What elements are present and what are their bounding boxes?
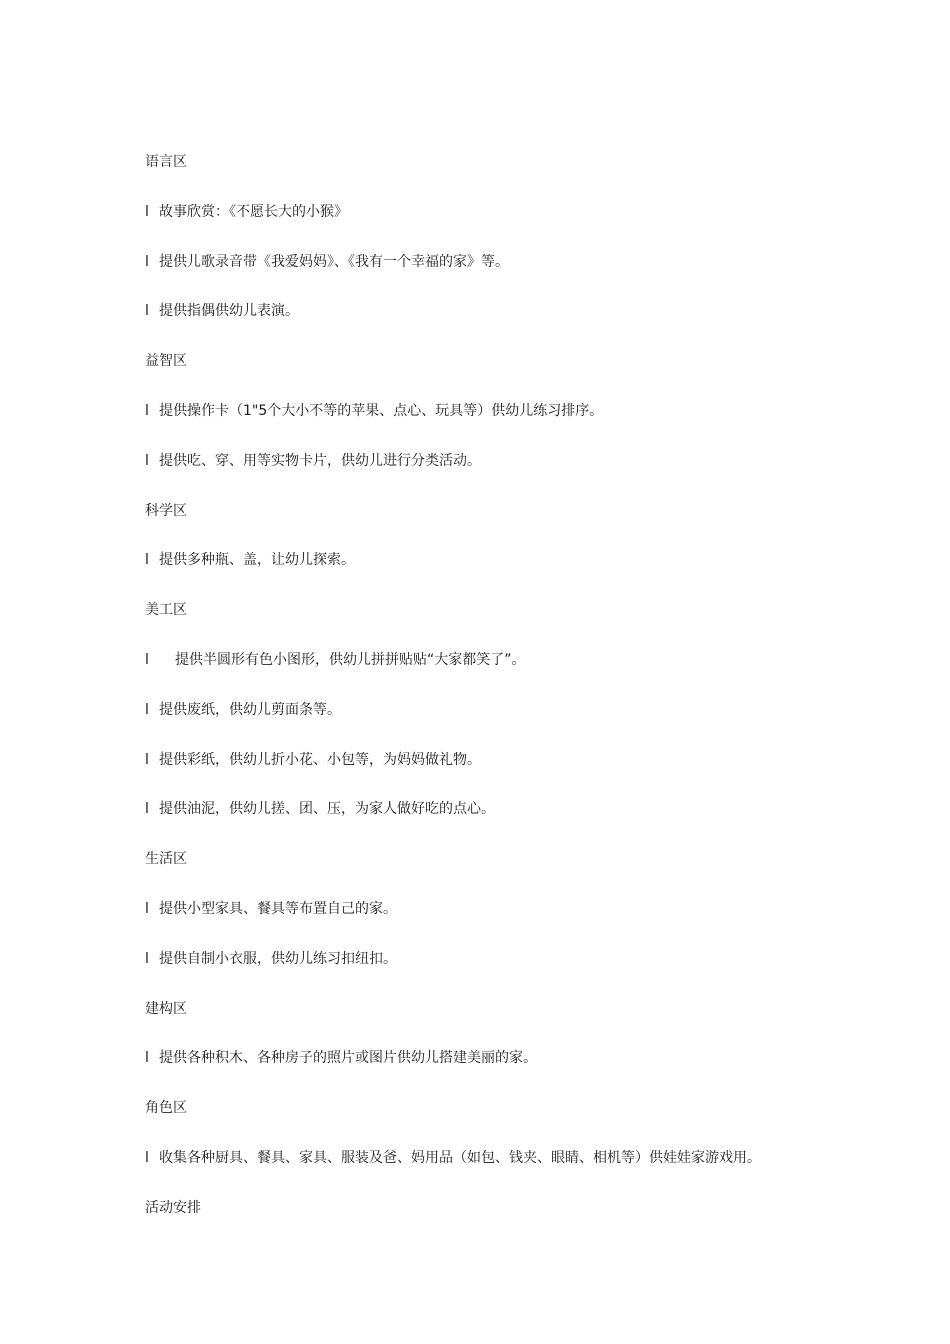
section-heading: 益智区 <box>145 353 187 369</box>
list-item <box>145 799 495 819</box>
list-item <box>145 949 397 969</box>
bullet-marker: l <box>145 303 149 319</box>
list-item-text: 提供儿歌录音带《我爱妈妈》、《我有一个幸福的家》等。 <box>159 254 509 270</box>
list-item <box>145 1048 537 1068</box>
list-item-text: 提供操作卡（1"5个大小不等的苹果、点心、玩具等）供幼儿练习排序。 <box>159 403 604 419</box>
list-item-text: 故事欣赏：《不愿长大的小猴》 <box>159 204 348 220</box>
section-heading: 语言区 <box>145 154 187 170</box>
list-item-text: 收集各种厨具、餐具、家具、服装及爸、妈用品（如包、钱夹、眼睛、相机等）供娃娃家游戏用。 <box>159 1150 761 1166</box>
bullet-marker: l <box>145 552 149 568</box>
list-item-text: 提供半圆形有色小图形，供幼儿拼拼贴贴“大家都笑了”。 <box>175 652 526 668</box>
section-heading: 角色区 <box>145 1100 187 1116</box>
list-item-text: 提供指偶供幼儿表演。 <box>159 303 299 319</box>
list-item <box>145 650 526 670</box>
list-item <box>145 1148 761 1168</box>
bullet-marker: l <box>145 1150 149 1166</box>
list-item <box>145 451 481 471</box>
list-item-text: 提供废纸，供幼儿剪面条等。 <box>159 702 341 718</box>
section-heading: 活动安排 <box>145 1200 201 1216</box>
list-item-text: 提供小型家具、餐具等布置自己的家。 <box>159 901 397 917</box>
bullet-marker: l <box>145 204 149 220</box>
bullet-marker: l <box>145 702 149 718</box>
list-item <box>145 700 341 720</box>
bullet-marker: l <box>145 453 149 469</box>
bullet-marker: l <box>145 951 149 967</box>
bullet-marker: l <box>145 901 149 917</box>
list-item <box>145 401 603 421</box>
list-item <box>145 750 481 770</box>
bullet-marker: l <box>145 752 149 768</box>
list-item <box>145 899 397 919</box>
section-heading: 科学区 <box>145 503 187 519</box>
list-item <box>145 202 348 222</box>
list-item-text: 提供各种积木、各种房子的照片或图片供幼儿搭建美丽的家。 <box>159 1050 537 1066</box>
list-item <box>145 550 355 570</box>
section-heading: 美工区 <box>145 602 187 618</box>
bullet-marker: l <box>145 403 149 419</box>
bullet-marker: l <box>145 652 149 668</box>
list-item <box>145 252 509 272</box>
bullet-marker: l <box>145 801 149 817</box>
list-item <box>145 301 299 321</box>
list-item-text: 提供多种瓶、盖，让幼儿探索。 <box>159 552 355 568</box>
bullet-marker: l <box>145 254 149 270</box>
list-item-text: 提供吃、穿、用等实物卡片，供幼儿进行分类活动。 <box>159 453 481 469</box>
list-item-text: 提供彩纸，供幼儿折小花、小包等，为妈妈做礼物。 <box>159 752 481 768</box>
list-item-text: 提供油泥，供幼儿搓、团、压，为家人做好吃的点心。 <box>159 801 495 817</box>
list-item-text: 提供自制小衣服，供幼儿练习扣纽扣。 <box>159 951 397 967</box>
bullet-marker: l <box>145 1050 149 1066</box>
section-heading: 建构区 <box>145 1001 187 1017</box>
section-heading: 生活区 <box>145 851 187 867</box>
